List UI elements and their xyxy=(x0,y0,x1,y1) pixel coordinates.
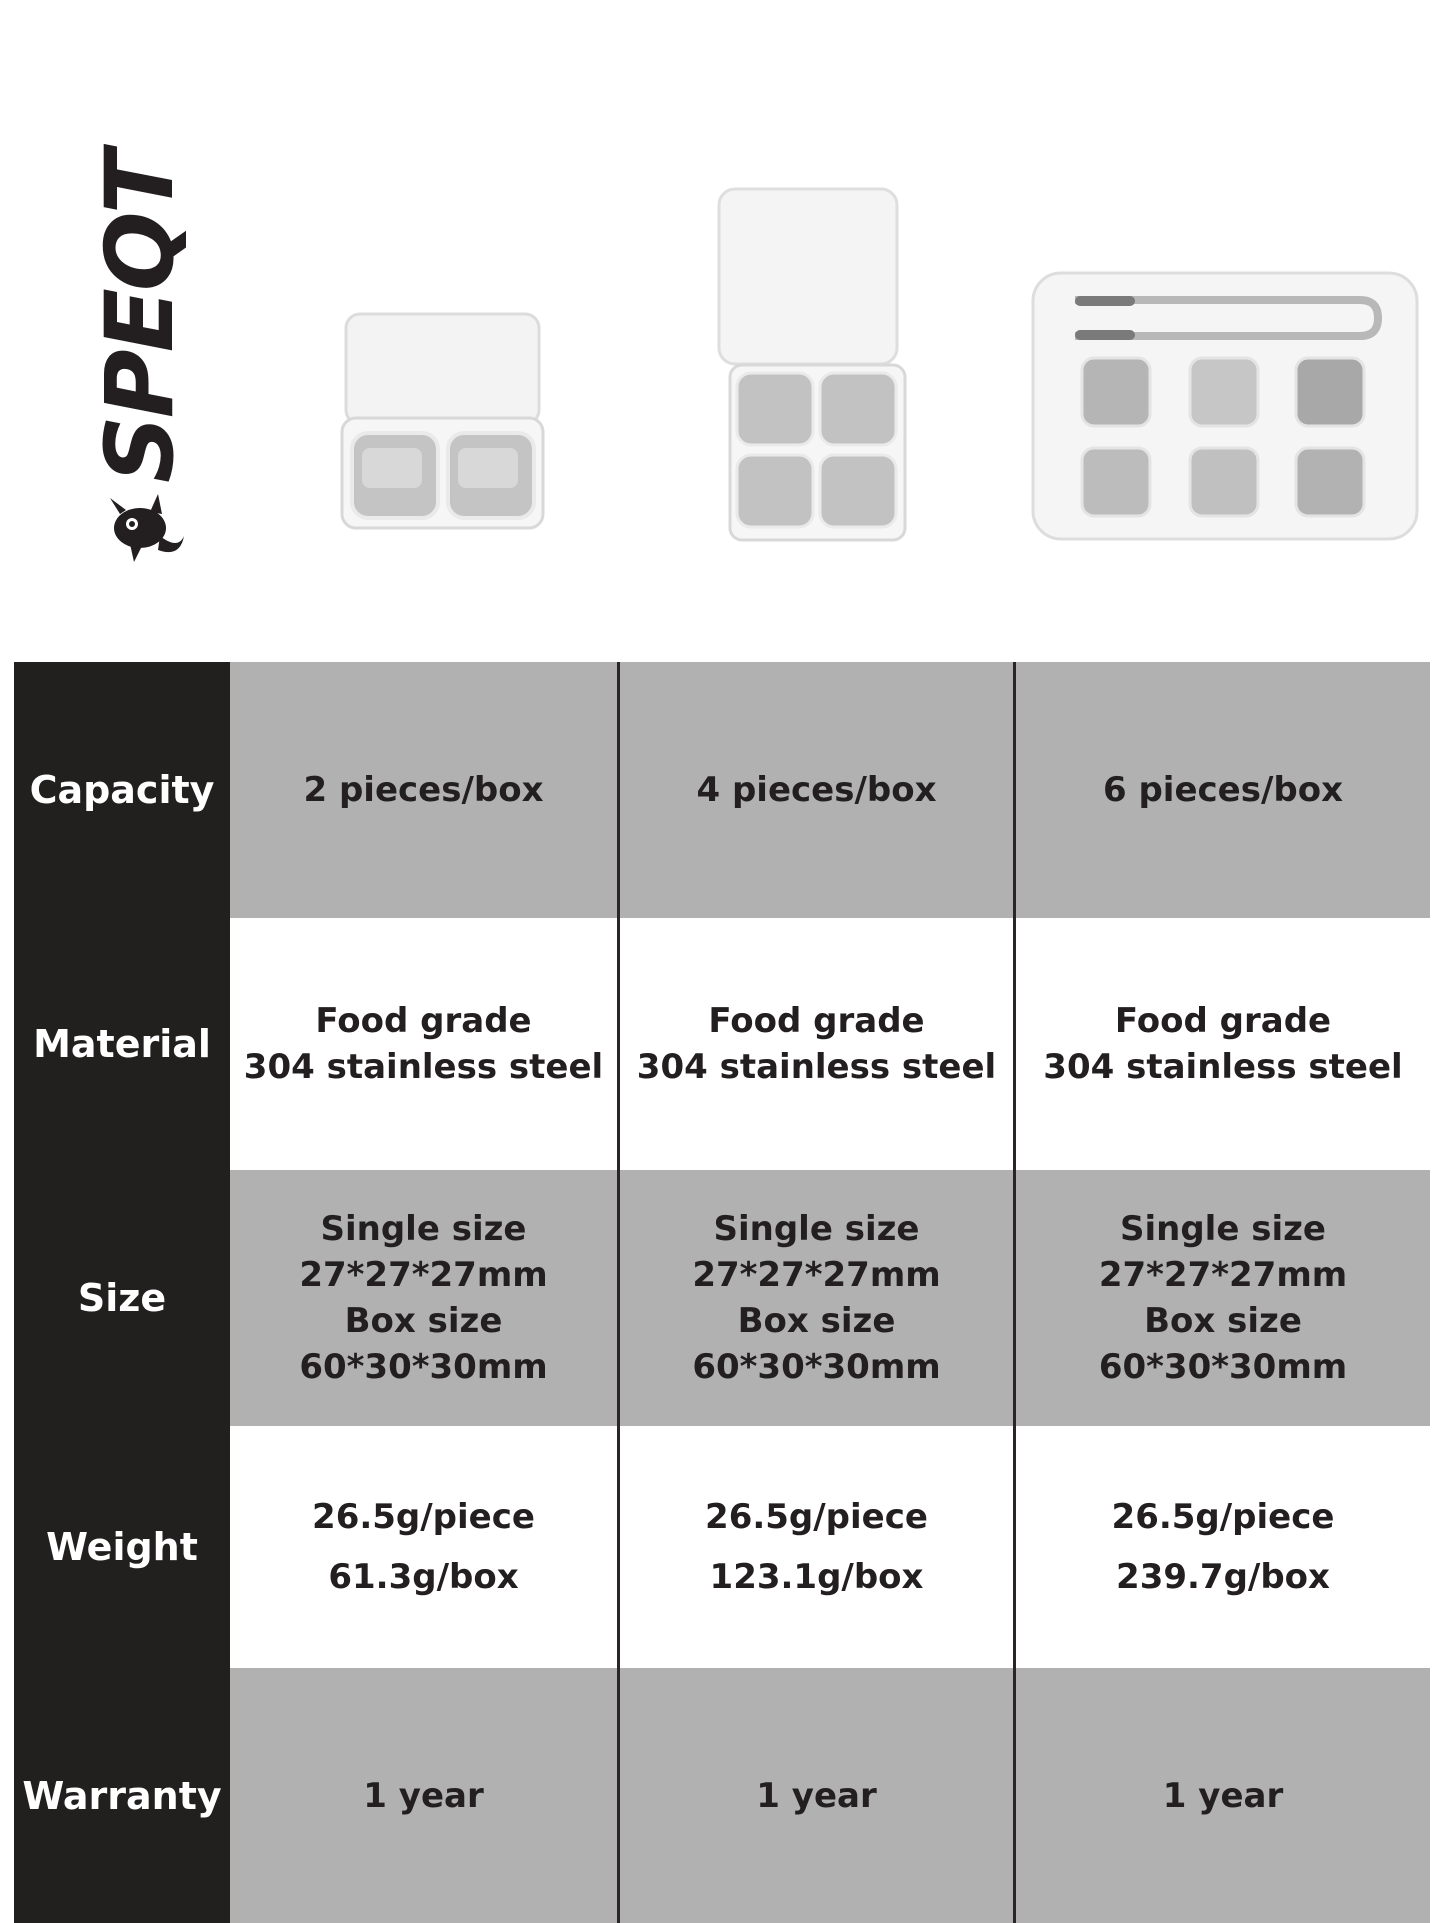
cell-weight-2: 26.5g/piece 61.3g/box xyxy=(312,1497,535,1597)
row-label-size: Size xyxy=(77,1276,167,1320)
cell-capacity-4: 4 pieces/box xyxy=(696,770,937,810)
kangaroo-mascot-icon xyxy=(110,494,184,562)
cell-material-6: Food grade 304 stainless steel xyxy=(1043,1001,1403,1087)
svg-text:SPEQT: SPEQT xyxy=(86,153,195,483)
row-label-material: Material xyxy=(33,1022,211,1066)
cell-capacity-2: 2 pieces/box xyxy=(303,770,544,810)
cell-size-2: Single size 27*27*27mm Box size 60*30*30mm xyxy=(299,1209,548,1387)
cell-material-2: Food grade 304 stainless steel xyxy=(243,1001,604,1087)
cell-warranty-4: 1 year xyxy=(756,1775,877,1816)
cell-warranty-6: 1 year xyxy=(1162,1775,1284,1816)
comparison-table xyxy=(14,662,1430,1923)
cell-size-6: Single size 27*27*27mm Box size 60*30*30mm xyxy=(1098,1209,1348,1387)
cell-weight-4: 26.5g/piece 123.1g/box xyxy=(705,1497,928,1597)
cell-warranty-2: 1 year xyxy=(363,1775,484,1816)
cell-material-4: Food grade 304 stainless steel xyxy=(636,1001,997,1087)
row-label-warranty: Warranty xyxy=(22,1773,222,1818)
product-image-4-pieces xyxy=(715,185,905,540)
row-label-capacity: Capacity xyxy=(29,768,215,812)
speqt-wordmark xyxy=(86,128,195,568)
cell-weight-6: 26.5g/piece 239.7g/box xyxy=(1111,1497,1335,1597)
brand-logo xyxy=(86,128,195,568)
cell-capacity-6: 6 pieces/box xyxy=(1102,770,1344,810)
product-image-2-pieces xyxy=(340,308,545,533)
cell-size-4: Single size 27*27*27mm Box size 60*30*30mm xyxy=(692,1209,941,1387)
product-image-6-pieces xyxy=(1030,270,1420,542)
row-label-weight: Weight xyxy=(46,1525,198,1569)
